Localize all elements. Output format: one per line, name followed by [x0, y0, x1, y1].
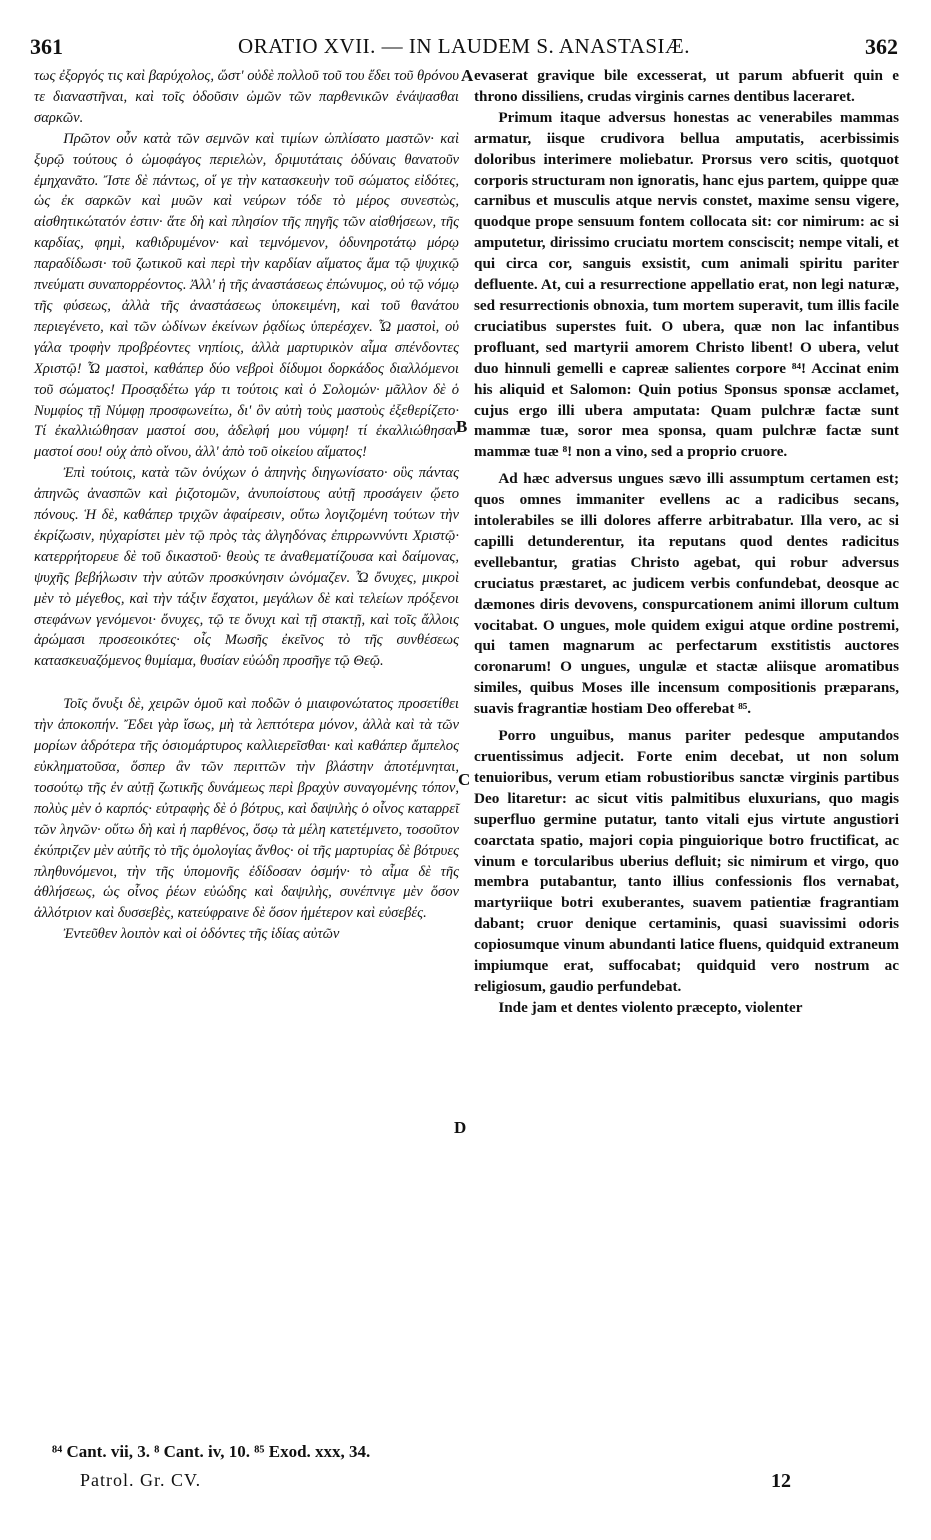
latin-paragraph: Porro unguibus, manus pariter pedesque amputandos cruentissimus adjecit. Forte enim decebat, ut non solum tenuioribus, verum etiam robustioribus sanctæ virginis partibus Deo litaretur: ac sicut vitis palmitibus eluxurians, quo magis superfluo germine putatur, tanto vitali ejus virtute angustiori coarctata spatio, majori copia pinguiorique botro fructificat, ac vinum e torcularibus uberius defluit; sic nimirum et virgo, quo membra putabantur, tanto illius confessionis flos vernabat, martyriique botri exuberantes, suavem patientiæ fragrantiam dabant; cruor denique certaminis, quasi suavissimi odoris copiosumque vinum abundanti latice fluens, quidquid extraneum impiumque erat, suffocabat; quidquid vero nostrum ac religiosum, gaudio perfundebat.	[474, 727, 899, 995]
greek-paragraph: Πρῶτον οὖν κατὰ τῶν σεμνῶν καὶ τιμίων ὡπλίσατο μαστῶν· καὶ ξυρῷ τούτους ὁ ὠμοφάγος περιελὼν, δριμυτάταις ὀδύναις θανατοῦν ἐμηχανᾶτο. Ἴστε δὲ πάντως, οἵ γε τὴν κατασκευὴν τοῦ σώματος εἰδότες, ὡς ἐκ σαρκῶν καὶ μυῶν καὶ νεύρων τόδε τὸ μέρος συνεστὼς, αἰσθητικώτατόν ἐστιν· ἅτε δὴ καὶ πλησίον τῆς πηγῆς τῶν αἰσθήσεων, τῆς καρδίας, φημὶ, καθιδρυμένον· καὶ τεμνόμενον, ὀδυνηροτάτῳ μόρῳ παραδίδωσι· τοῦ ζωτικοῦ καὶ περὶ τὴν καρδίαν αἵματος ἅμα τῷ ψυχικῷ πνεύματι συναπορρέοντος. Ἀλλ' ἡ τῆς ἀναστάσεως ἐπώνυμος, οὐ τῷ νόμῳ τῆς φύσεως, ἀλλὰ τῆς ἀναστάσεως ὑποκειμένη, καὶ τοῦ θανάτου περιεγένετο, καὶ τῶν ὠδίνων ἐκείνων ῥᾳδίως ὑπερέσχεν. Ὦ μαστοὶ, οὐ γάλα τροφὴν προβρέοντες νηπίοις, ἀλλὰ μαρτυρικὸν αἷμα σπένδοντες Χριστῷ! Ὦ μαστοὶ, καθάπερ δύο νεβροὶ δίδυμοι δορκάδος διαλλόμενοι τοῦ σώματος! Προσᾳδέτω γάρ τι τούτοις καὶ ὁ Σολομών· μᾶλλον δὲ ὁ Νυμφίος τῇ Νύμφῃ προσφωνείτω, δι' ὃν αὐτὴ τοὺς μαστοὺς ἐξεθερίζετο· Τί ἐκαλλιώθησαν μαστοί σου, ἀδελφή μου νύμφη! τί ἐκαλλιώθησαν μαστοί σου! οὐχ ἀπὸ οἴνου, ἀλλ' ἀπὸ τοῦ οἰκείου αἵματος!	[34, 130, 459, 461]
latin-paragraph: Inde jam et dentes violento præcepto, violenter	[498, 998, 803, 1016]
page-number-left: 361	[30, 34, 63, 59]
margin-marker-a: A	[461, 66, 474, 85]
footnotes: ⁸⁴ Cant. vii, 3. ⁸ Cant. iv, 10. ⁸⁵ Exod. xxx, 34.	[52, 1442, 371, 1461]
running-header	[30, 34, 898, 64]
margin-marker-d: D	[454, 1118, 467, 1137]
greek-paragraph: τως ἐξοργός τις καὶ βαρύχολος, ὥστ' οὐδὲ πολλοῦ τοῦ του ἔδει τοῦ θρόνου τε διαναστῆναι, καὶ τοῖς ὀδοῦσιν ὠμῶν τῶν παρθενικῶν ἐνάψασθαι σαρκῶν.	[34, 68, 459, 126]
latin-paragraph: Ad hæc adversus ungues sævo illi assumptum certamen est; quos omnes immaniter evellens ac a radicibus secans, intolerabiles se illi dolores afferre arbitrabatur. Illa vero, ac si capilli detunderentur, ita reputans quod dentes radicitus evellebantur, gratias Christo agebat, qui robur adversus cruciatus præstaret, ac judicem verbis confundebat, deosque ac dæmones diris devovens, conspurcationem animi illorum cultum vocitabat. O ungues, mole quidem exigui atque ordine postremi, qui tamen magnarum ac perfectarum exstitistis auctores coronarum! O ungues, ungulæ et stactæ aliisque aromatibus similes, quibus Moses ille incensum compositionis præparans, suavis fragrantiæ hostiam Deo offerebat ⁸⁵.	[474, 470, 899, 718]
signature-number: 12	[771, 1470, 791, 1492]
greek-paragraph: Ἐπὶ τούτοις, κατὰ τῶν ὀνύχων ὁ ἀπηνὴς διηγωνίσατο· οὓς πάντας ἀπηνῶς ἀνασπῶν καὶ ῥιζοτομῶν, ἀνυποίστους αὐτῇ προσάγειν ᾤετο πόνους. Ἡ δὲ, καθάπερ τριχῶν ἀφαίρεσιν, οὕτω λογιζομένη τούτων τὴν ἐκρίζωσιν, ηὐχαρίστει μὲν τῷ πρὸς τὰς ἀλγηδόνας ἐπιρρωννύντι Χριστῷ· κατερρήτορευε δὲ τοῦ δικαστοῦ· θεοὺς τε ἀναθεματίζουσα καὶ δαίμονας, ψυχῆς βεβήλωσιν τὴν αὐτῶν προσκύνησιν ὠνόμαζεν. Ὦ ὄνυχες, μικροὶ μὲν τὸ μέγεθος, καὶ τὴν τάξιν ἔσχατοι, μεγάλων δὲ καὶ τελείων πρόξενοι στεφάνων γενόμενοι· ὄνυχες, τῷ τε ὄνυχι καὶ τῇ στακτῇ, καὶ τοῖς ἄλλοις ἀρώμασι προσεοικότες· οἷς Μωσῆς ἐκεῖνος τὸ τῆς συνθέσεως κατασκευαζόμενος θυμίαμα, θυσίαν εὐώδη προσῆγε τῷ Θεῷ.	[34, 465, 459, 670]
running-title: ORATIO XVII. — IN LAUDEM S. ANASTASIÆ.	[238, 34, 690, 58]
latin-paragraph: Primum itaque adversus honestas ac venerabiles mammas armatur, iisque crudivora bellua amputatis, acerbissimis doloribus interimere moliebatur. Prorsus vero scitis, quotquot corporis structuram non ignoratis, hanc ejus partem, quippe quæ carnibus et musculis atque nervis constet, maxime sensu vigere, quodque prope sensuum fontem collocata sit: cor nimirum: ac si amputetur, dirissimo cruciatu mortem consciscit; nempe vitali, et qui circa cor, sanguis exsistit, cum animali spiritu pariter defluente. At, cui a resurrectione appellatio erat, non legi naturæ, sed resurrectionis obnoxia, tum mortem superavit, tum illis facile cruciatibus superstes fuit. O ubera, quæ non lac infantibus profluant, sed martyrii amorem Christo libent! O ubera, velut duo hinnuli gemelli e capreæ salientes corpore ⁸⁴! Accinat enim his aliquid et Salomon: Quin potius Sponsus sponsæ acclamet, cujus ergo illi ubera amputata: Quam pulchræ factæ sunt mammæ tuæ, soror mea sponsa, quam pulchræ factæ sunt mammæ tuæ ⁸! non a vino, sed a proprio cruore.	[474, 108, 899, 461]
latin-column	[474, 66, 899, 1019]
greek-paragraph: Ἐντεῦθεν λοιπὸν καὶ οἱ ὀδόντες τῆς ἰδίας αὐτῶν	[63, 926, 340, 943]
margin-marker-b: B	[456, 417, 468, 436]
signature-mark: Patrol. Gr. CV.	[80, 1470, 202, 1490]
greek-column	[34, 66, 459, 945]
page-number-right: 362	[865, 34, 898, 59]
greek-paragraph: Τοῖς ὄνυξι δὲ, χειρῶν ὁμοῦ καὶ ποδῶν ὁ μιαιφονώτατος προσετίθει τὴν ἀποκοπήν. Ἔδει γὰρ ἴσως, μὴ τὰ λεπτότερα μόνον, ἀλλὰ καὶ τὰ τῶν μορίων ἁδρότερα τῆς ὁσιομάρτυρος καλλιερεῖσθαι· καὶ καθάπερ ἄμπελος εὐκληματοῦσα, ὅσπερ ἂν τῶν περιττῶν τὴν βλάστην ἀποτέμνηται, τοσούτῳ τῆς ἐν αὐτῇ ζωτικῆς δυνάμεως περὶ βραχὺν συναγομένης τόπον, πολὺς μὲν ὁ καρπός· εὐτραφὴς δὲ ὁ βότρυς, καὶ δαψιλὴς ὁ οἶνος καταρρεῖ τῶν ληνῶν· οὕτω δὴ καὶ ἡ παρθένος, ὅσῳ τὰ μέλη κατετέμνετο, τοσοῦτον ἐκύπριζεν μὲν αὐτῆς τὸ τῆς ὁμολογίας ἄνθος· οἱ τῆς μαρτυρίας δὲ βότρυες πληθυνόμενοι, τὴν τῆς ὑπομονῆς ἐδίδοσαν ὀσμήν· τὸ αἷμα δὲ τῆς ἀθλήσεως, ὡς οἶνος ῥέων εὐώδης καὶ δαψιλὴς, συνέπνιγε μὲν ὅσον ἀλλότριον καὶ δυσσεβὲς, κατεύφραινε δὲ ὅσον ἡμέτερον καὶ εὐσεβές.	[34, 696, 459, 922]
latin-paragraph: evaserat gravique bile excesserat, ut parum abfuerit quin e throno dissiliens, crudas virginis carnes dentibus laceraret.	[474, 67, 899, 105]
margin-marker-c: C	[458, 770, 471, 789]
